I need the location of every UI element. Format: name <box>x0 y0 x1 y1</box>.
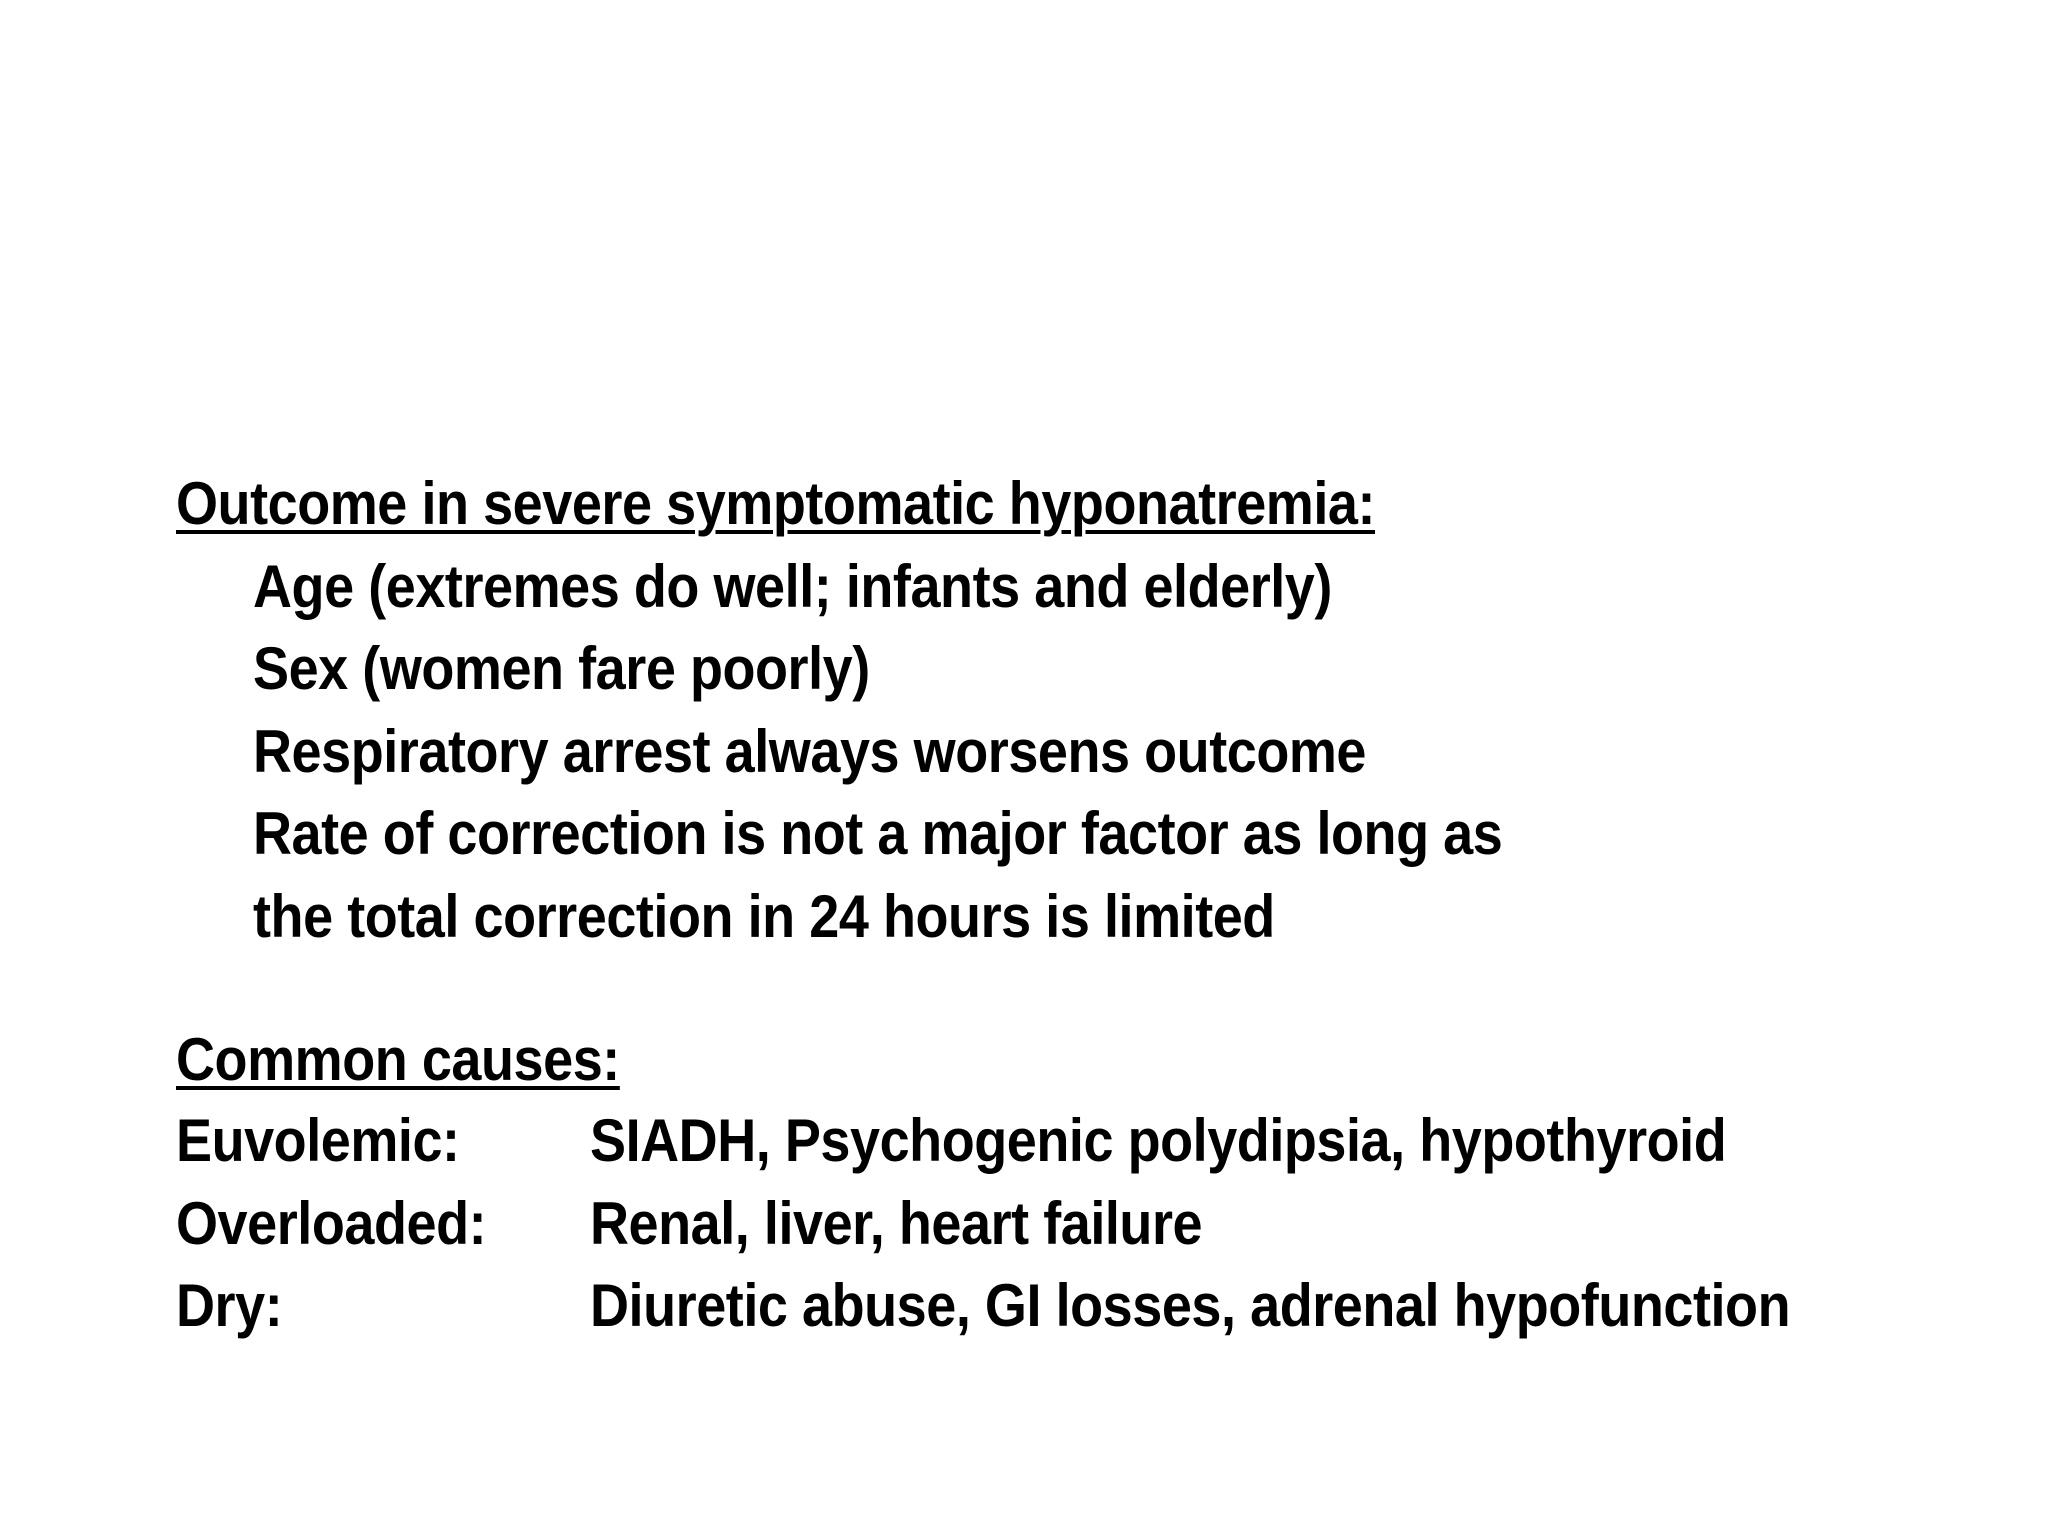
cause-label-overloaded: Overloaded: <box>176 1190 487 1257</box>
outcome-item: the total correction in 24 hours is limited <box>253 883 1275 950</box>
outcome-item: Sex (women fare poorly) <box>253 635 870 702</box>
outcome-item: Age (extremes do well; infants and elderly) <box>253 553 1332 620</box>
cause-value-dry: Diuretic abuse, GI losses, adrenal hypofunction <box>590 1272 1791 1339</box>
cause-label-euvolemic: Euvolemic: <box>176 1107 460 1174</box>
cause-value-overloaded: Renal, liver, heart failure <box>590 1190 1203 1257</box>
outcome-heading: Outcome in severe symptomatic hyponatremia: <box>176 470 1376 537</box>
outcome-item: Respiratory arrest always worsens outcome <box>253 718 1367 785</box>
causes-heading: Common causes: <box>176 1026 620 1093</box>
cause-value-euvolemic: SIADH, Psychogenic polydipsia, hypothyroid <box>590 1107 1727 1174</box>
cause-label-dry: Dry: <box>176 1272 283 1339</box>
outcome-item: Rate of correction is not a major factor as long as <box>253 800 1503 867</box>
